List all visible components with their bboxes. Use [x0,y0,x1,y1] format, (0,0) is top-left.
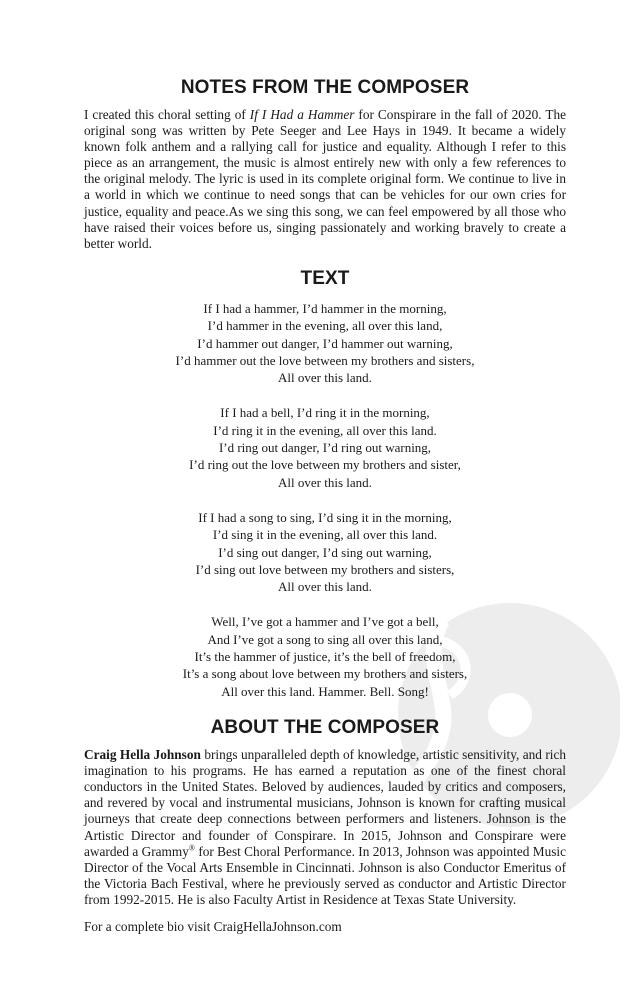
lyric-line: It’s the hammer of justice, it’s the bell of freedom, [194,648,456,664]
text-title: TEXT [300,267,350,289]
bio-text-2: for Best Choral Performance. In 2013, Johnson was appointed Music Director of the Vocal Arts Ensemble in Cincinnati. Johnson is also Conductor Emeritus of the Victoria Bach Festival, where he previously served as conductor and Artistic Director from 1992-2015. He is also Faculty Artist in Residence at Texas State University. [84,843,566,908]
lyric-line: I’d ring it in the evening, all over this land. [213,422,437,438]
lyric-line: I’d ring out danger, I’d ring out warning, [218,440,432,456]
lyric-line: All over this land. [278,579,372,595]
registered-mark: ® [188,843,195,853]
stanza-1 [84,300,566,387]
composer-name: Craig Hella Johnson [84,746,201,762]
lyric-line: I’d ring out the love between my brothers and sister, [189,457,461,473]
bio-text-1: brings unparalleled depth of knowledge, artistic sensitivity, and rich imagination to his programs. He has earned a reputation as one of the finest choral conductors in the United States. Beloved by audiences, lauded by critics and composers, and revered by vocal and instrumental musicians, Johnson is known for crafting musical journeys that create deep connections between performers and listeners. Johnson is the Artistic Director and founder of Conspirare. In 2015, Johnson and Conspirare were awarded a Grammy [84,746,567,859]
song-title: If I Had a Hammer [249,107,355,122]
lyric-line: If I had a song to sing, I’d sing it in the morning, [198,509,452,525]
lyric-line: I’d hammer out the love between my brothers and sisters, [175,353,475,369]
about-title: ABOUT THE COMPOSER [210,716,440,738]
lyric-line: And I’ve got a song to sing all over this land, [207,631,443,647]
stanza-4 [84,613,566,700]
notes-title: NOTES FROM THE COMPOSER [180,77,470,98]
notes-paragraph [84,107,566,252]
bio-link: For a complete bio visit CraigHellaJohnson.com [84,918,342,934]
bio-paragraph [84,747,566,909]
lyric-line: If I had a bell, I’d ring it in the morning, [220,405,430,421]
lyric-line: I’d sing it in the evening, all over this land. [212,527,438,543]
notes-text-start: I created this choral setting of [84,107,250,122]
stanza-2 [84,404,566,491]
lyric-line: I’d sing out love between my brothers and sisters, [195,561,455,577]
lyric-line: I’d hammer out danger, I’d hammer out warning, [197,335,453,351]
lyrics [84,300,566,700]
lyric-line: It’s a song about love between my brothers and sisters, [182,666,468,682]
lyric-line: All over this land. [278,370,372,386]
lyric-line: All over this land. Hammer. Bell. Song! [221,683,429,699]
lyric-line: All over this land. [278,474,372,490]
lyric-line: Well, I’ve got a hammer and I’ve got a bell, [211,614,439,630]
notes-text-end: for Conspirare in the fall of 2020. The original song was written by Pete Seeger and Lee Hays in 1949. It became a widely known folk anthem and a rallying call for justice and equality. Although I refer to this piece as an arrangement, the music is almost entirely new with only a few references to the original melody. The lyric is used in its complete original form. We continue to live in a world in which we continue to need songs that can be vehicles for our own cries for justice, equality and peace.As we sing this song, we can feel empowered by all those who have raised their voices before us, singing passionately and working bravely to create a better world. [84,107,566,251]
lyric-line: I’d sing out danger, I’d sing out warning, [218,544,432,560]
stanza-3 [84,509,566,596]
lyric-line: I’d hammer in the evening, all over this land, [207,318,443,334]
lyric-line: If I had a hammer, I’d hammer in the morning, [203,300,447,316]
